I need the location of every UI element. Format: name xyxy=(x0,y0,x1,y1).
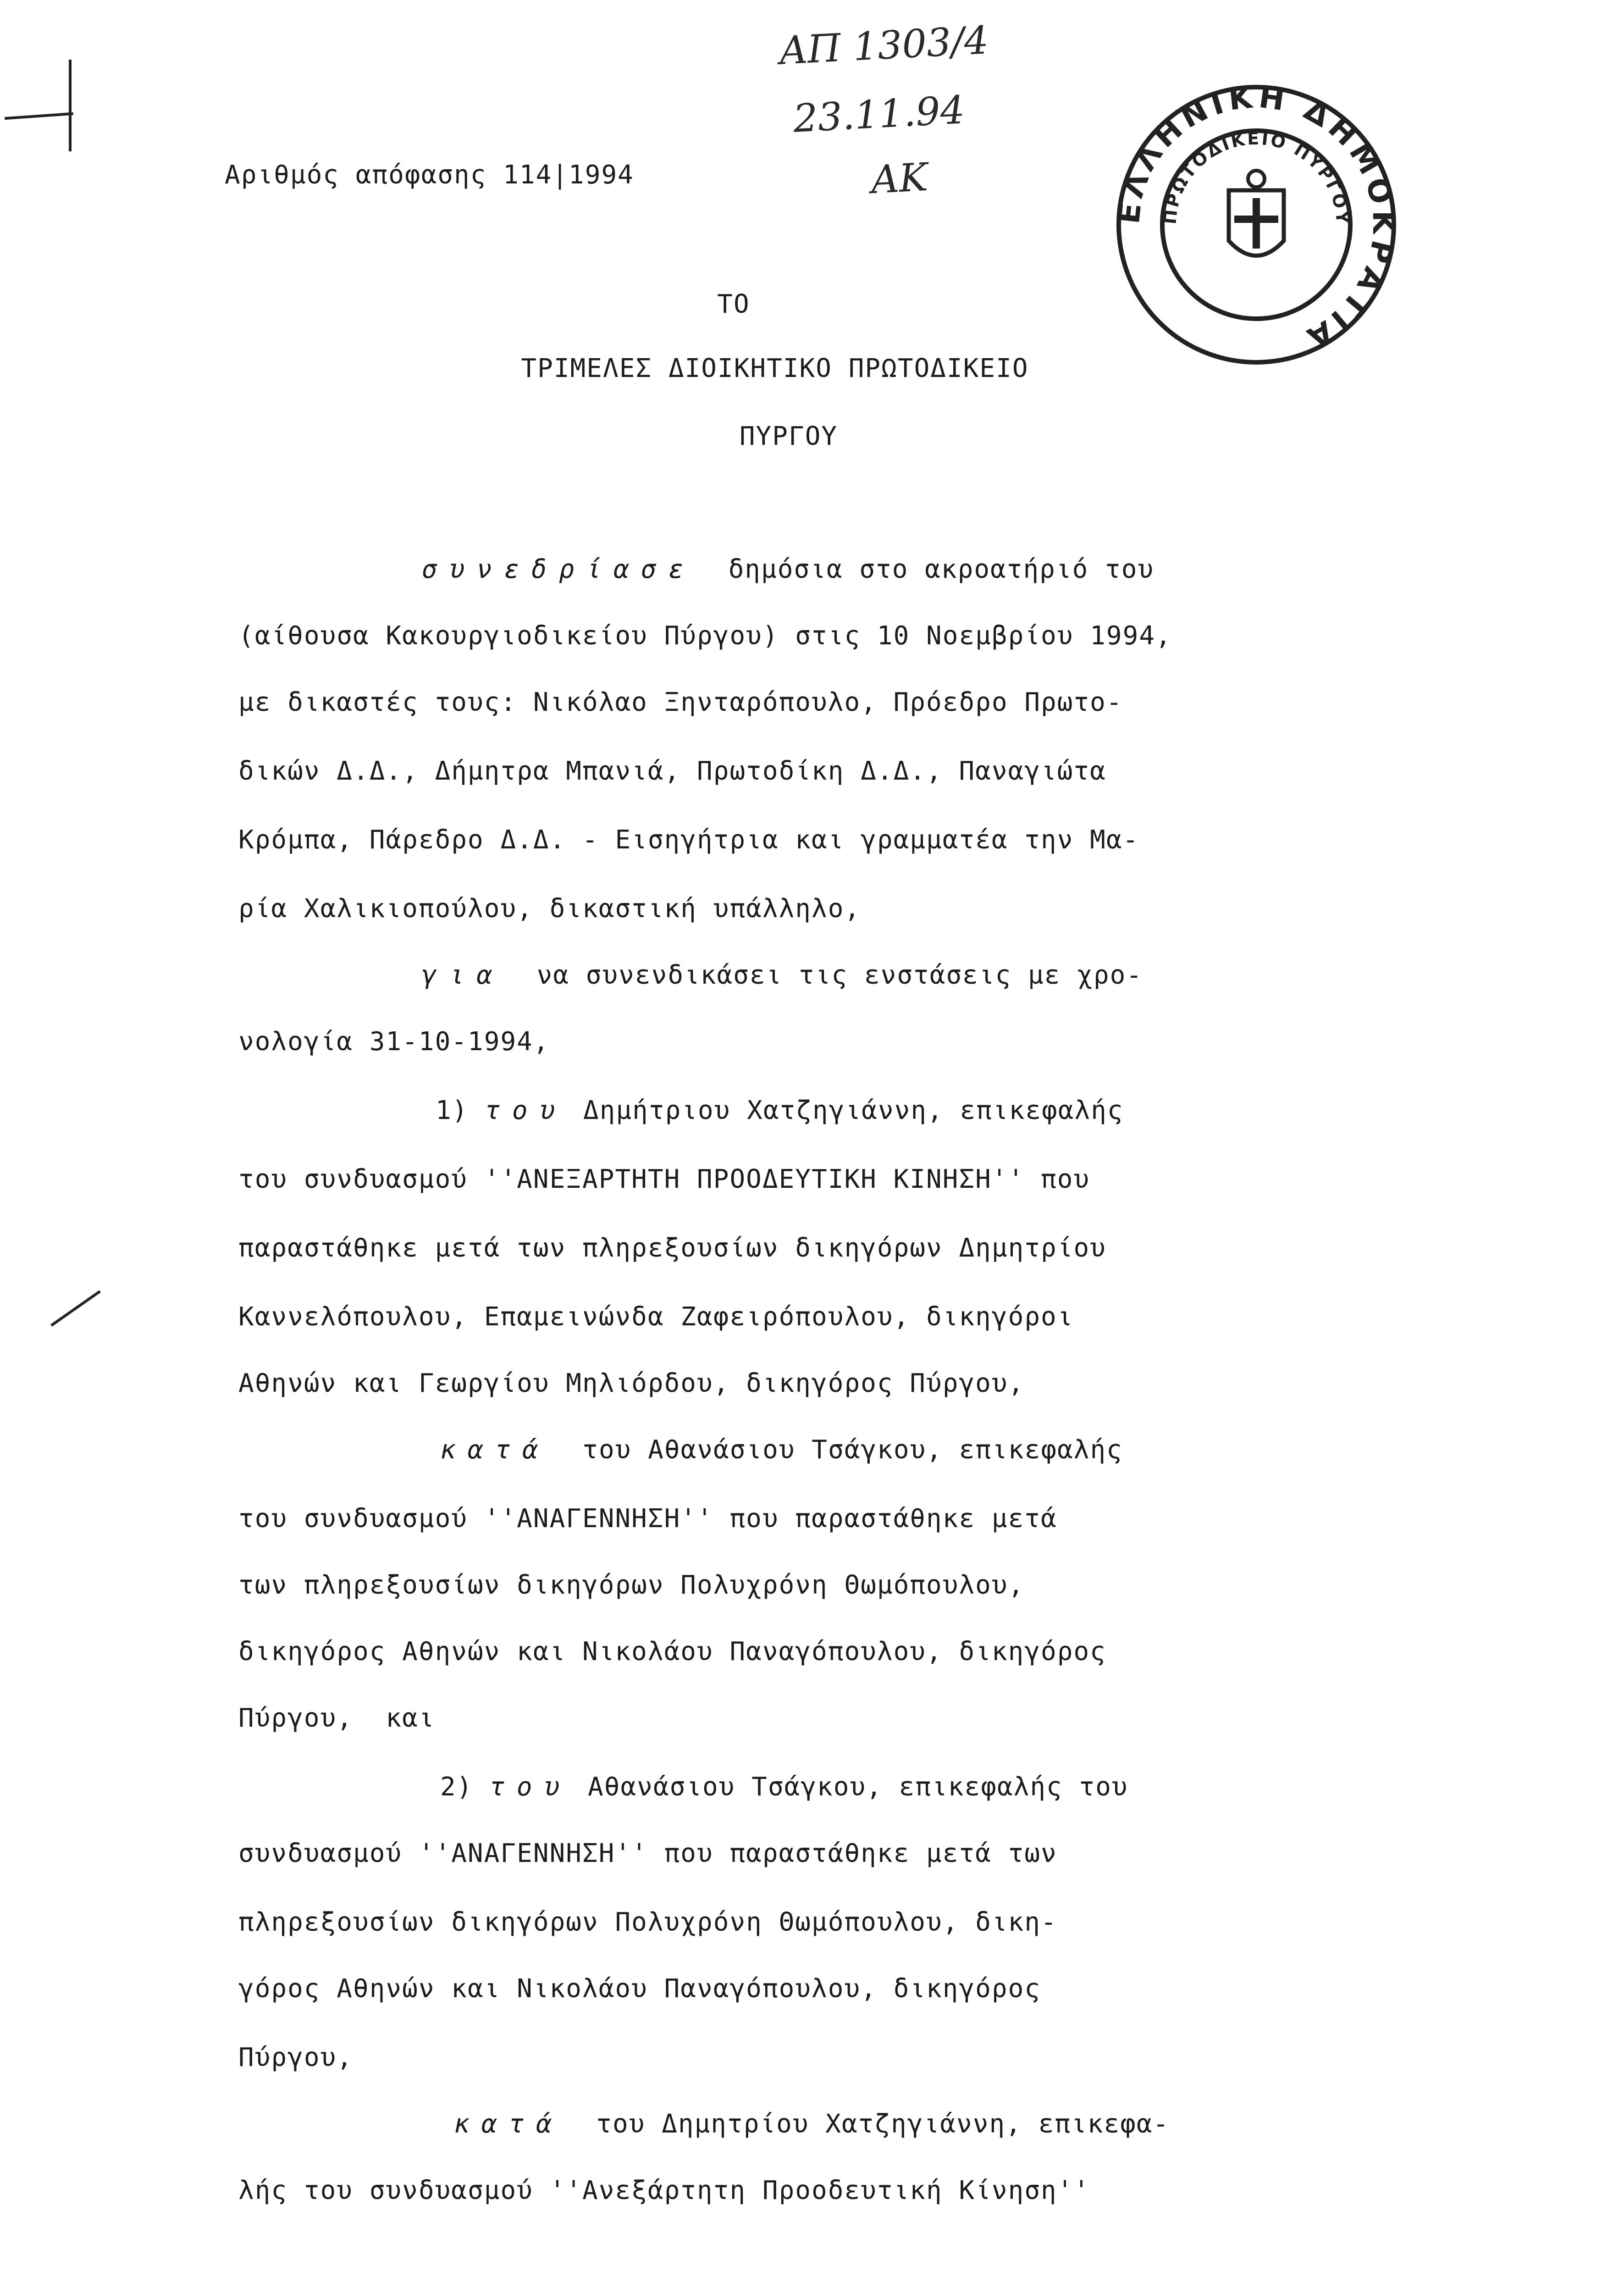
paragraph-5-line-4: γόρος Αθηνών και Νικολάου Παναγόπουλου, δικηγόρος xyxy=(238,1974,1041,2004)
paragraph-4-line-4: δικηγόρος Αθηνών και Νικολάου Παναγόπουλου, δικηγόρος xyxy=(238,1637,1106,1667)
paragraph-1-line-1: συνεδρίασε δημόσια στο ακροατήριό του xyxy=(422,554,1154,584)
paragraph-3-line-3: παραστάθηκε μετά των πληρεξουσίων δικηγόρων Δημητρίου xyxy=(238,1233,1106,1263)
court-title-line-2: ΤΡΙΜΕΛΕΣ ΔΙΟΙΚΗΤΙΚΟ ΠΡΩΤΟΔΙΚΕΙΟ xyxy=(521,354,1029,383)
paragraph-5-line-3: πληρεξουσίων δικηγόρων Πολυχρόνη Θωμόπουλου, δικη- xyxy=(238,1907,1057,1937)
coat-of-arms-icon xyxy=(1229,171,1284,256)
paragraph-3-line-4: Καννελόπουλου, Επαμεινώνδα Ζαφειρόπουλου, δικηγόροι xyxy=(238,1302,1074,1332)
handwritten-initials: ΑΚ xyxy=(870,154,929,203)
paragraph-4-line-3: των πληρεξουσίων δικηγόρων Πολυχρόνη Θωμόπουλου, xyxy=(238,1570,1025,1600)
svg-text:ΕΛΛΗΝΙΚΗ ΔΗΜΟΚΡΑΤΙΑ: ΕΛΛΗΝΙΚΗ ΔΗΜΟΚΡΑΤΙΑ xyxy=(1110,79,1402,358)
spaced-lead-word: του xyxy=(485,1096,567,1125)
spaced-lead-word: συνεδρίασε xyxy=(422,554,696,584)
paragraph-6-line-2: λής του συνδυασμού ''Ανεξάρτητη Προοδευτική Κίνηση'' xyxy=(238,2176,1090,2205)
paragraph-1-line-5: Κρόμπα, Πάρεδρο Δ.Δ. - Εισηγήτρια και γραμματέα την Μα- xyxy=(238,825,1139,855)
paragraph-1-line-3: με δικαστές τους: Νικόλαο Ξηνταρόπουλο, Πρόεδρο Πρωτο- xyxy=(238,687,1123,717)
official-stamp xyxy=(1110,78,1403,371)
paragraph-5-line-5: Πύργου, xyxy=(238,2043,354,2072)
paragraph-5-line-1: 2) του Αθανάσιου Τσάγκου, επικεφαλής του xyxy=(440,1772,1128,1802)
paragraph-4-line-2: του συνδυασμού ''ΑΝΑΓΕΝΝΗΣΗ'' που παραστάθηκε μετά xyxy=(238,1504,1057,1534)
spaced-lead-word: για xyxy=(422,960,504,990)
margin-mark xyxy=(5,112,73,120)
court-title-line-3: ΠΥΡΓΟΥ xyxy=(739,421,838,451)
paragraph-1-line-4: δικών Δ.Δ., Δήμητρα Μπανιά, Πρωτοδίκη Δ.Δ., Παναγιώτα xyxy=(238,756,1106,786)
paragraph-2-line-2: νολογία 31-10-1994, xyxy=(238,1027,550,1057)
decision-number: Αριθμός απόφασης 114|1994 xyxy=(225,160,634,190)
paragraph-5-line-2: συνδυασμού ''ΑΝΑΓΕΝΝΗΣΗ'' που παραστάθηκε μετά των xyxy=(238,1839,1057,1868)
paragraph-3-line-1: 1) του Δημήτριου Χατζηγιάννη, επικεφαλής xyxy=(436,1096,1124,1125)
paragraph-3-line-2: του συνδυασμού ''ΑΝΕΞΑΡΤΗΤΗ ΠΡΟΟΔΕΥΤΙΚΗ ΚΙΝΗΣΗ'' που xyxy=(238,1164,1090,1194)
paragraph-1-line-6: ρία Χαλικιοπούλου, δικαστική υπάλληλο, xyxy=(238,894,861,924)
spaced-lead-word: κατά xyxy=(440,1435,550,1465)
spaced-lead-word: του xyxy=(489,1772,572,1802)
paragraph-4-line-1: κατά του Αθανάσιου Τσάγκου, επικεφαλής xyxy=(440,1435,1123,1465)
handwritten-protocol-number: ΑΠ 1303/4 xyxy=(778,17,990,73)
paragraph-4-line-5: Πύργου, και xyxy=(238,1703,435,1733)
margin-mark xyxy=(69,60,72,151)
paragraph-2-line-1: για να συνενδικάσει τις ενστάσεις με χρο- xyxy=(422,960,1143,990)
court-title-line-1: ΤΟ xyxy=(717,289,750,319)
svg-text:ΠΡΩΤΟΔΙΚΕΙΟ ΠΥΡΓΟΥ: ΠΡΩΤΟΔΙΚΕΙΟ ΠΥΡΓΟΥ xyxy=(1160,128,1353,227)
paragraph-6-line-1: κατά του Δημητρίου Χατζηγιάννη, επικεφα- xyxy=(454,2109,1170,2139)
paragraph-3-line-5: Αθηνών και Γεωργίου Μηλιόρδου, δικηγόρος Πύργου, xyxy=(238,1368,1025,1398)
spaced-lead-word: κατά xyxy=(454,2109,563,2139)
paragraph-1-line-2: (αίθουσα Κακουργιοδικείου Πύργου) στις 10 Νοεμβρίου 1994, xyxy=(238,621,1172,651)
handwritten-date: 23.11.94 xyxy=(792,87,966,141)
margin-mark xyxy=(50,1290,101,1326)
